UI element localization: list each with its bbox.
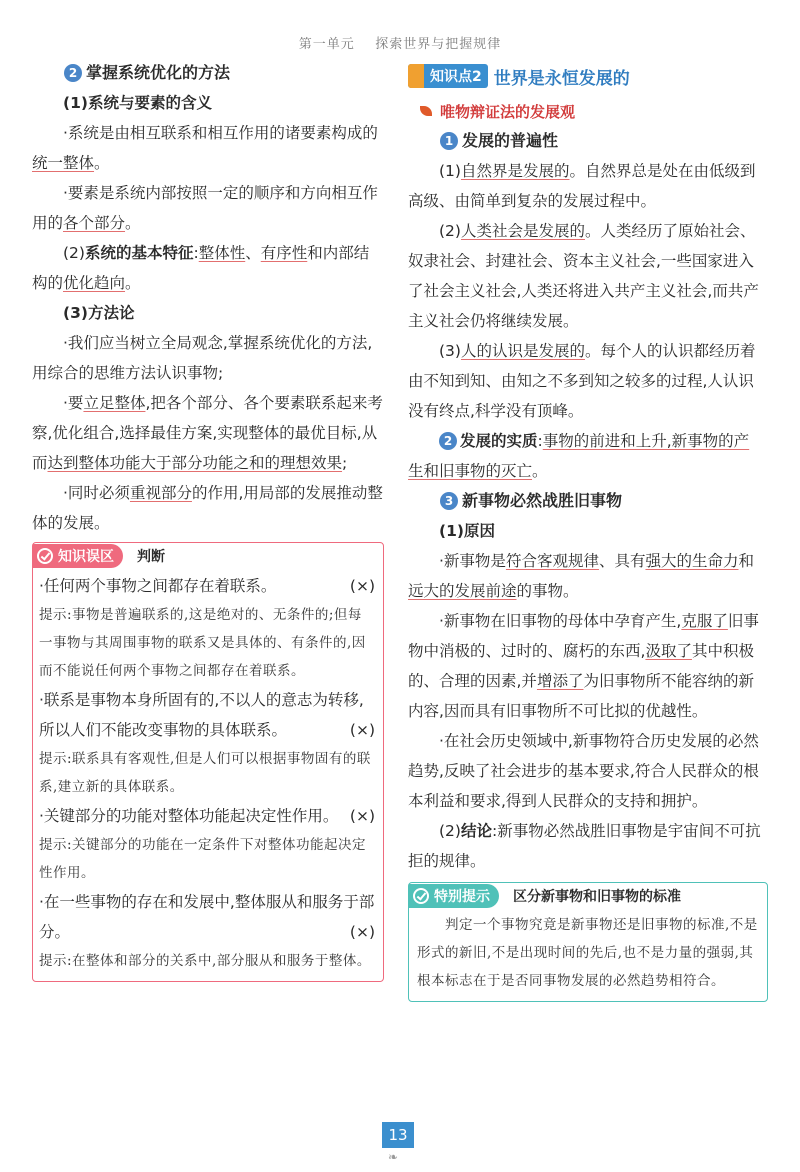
mistake-header — [33, 543, 383, 569]
judgment-item: ·关键部分的功能对整体功能起决定性作用。 (×) — [39, 801, 375, 831]
paragraph: 2 发展的实质:事物的前进和上升,新事物的产生和旧事物的灭亡。 — [408, 432, 750, 480]
judgment-tip: 提示:事物是普遍联系的,这是绝对的、无条件的;但每一事物与其周围事物的联系又是具体的、有条件的,因而不能说任何两个事物之间都存在着联系。 — [39, 607, 366, 679]
header-unit: 第一单元 — [298, 37, 355, 52]
check-circle-icon — [37, 548, 53, 564]
special-tip-body — [409, 909, 767, 1001]
special-tip-subtitle: 区分新事物和旧事物的标准 — [513, 889, 681, 905]
header-title: 探索世界与把握规律 — [375, 37, 502, 52]
key-term: 达到整体功能大于部分功能之和的理想效果 — [47, 454, 343, 472]
key-term: 事物的前进和上升,新事物的产生和旧事物的灭亡 — [408, 432, 750, 480]
judgment-tip: 提示:联系具有客观性,但是人们可以根据事物固有的联系,建立新的具体联系。 — [39, 751, 371, 795]
section-heading: 1 发展的普遍性 — [408, 126, 764, 156]
key-term: 人类社会是发展的 — [460, 222, 585, 240]
paragraph: ·同时必须重视部分的作用,用局部的发展推动整体的发展。 — [32, 484, 383, 532]
answer-mark: (×) — [349, 807, 375, 825]
mistake-tag: 知识误区 — [33, 544, 123, 568]
special-tip-text: 判定一个事物究竟是新事物还是旧事物的标准,不是形式的新旧,不是出现时间的先后,也不是力量的强弱,其根本标志在于是否同事物发展的必然趋势相符合。 — [417, 917, 758, 989]
subsection-heading: 唯物辩证法的发展观 — [420, 96, 764, 126]
special-tip-header — [409, 883, 767, 909]
left-column — [32, 58, 384, 982]
mistake-subtitle: 判断 — [137, 549, 165, 565]
answer-mark: (×) — [349, 923, 375, 941]
key-term: 有序性 — [260, 244, 308, 262]
judgment-item: ·联系是事物本身所固有的,不以人的意志为转移,所以人们不能改变事物的具体联系。 (×) — [39, 685, 375, 745]
paragraph-heading: (3)方法论 — [63, 304, 135, 322]
number-circle-icon: 1 — [440, 132, 458, 150]
judgment-tip: 提示:关键部分的功能在一定条件下对整体功能起决定性作用。 — [39, 837, 367, 881]
section-heading: 3 新事物必然战胜旧事物 — [408, 486, 764, 516]
answer-mark: (×) — [349, 721, 375, 739]
knowledge-point-badge: 知识点2 — [408, 64, 488, 88]
paragraph-heading: (1)系统与要素的含义 — [63, 94, 212, 112]
judgment-item: ·任何两个事物之间都存在着联系。 (×) — [39, 571, 375, 601]
key-term: 立足整体 — [83, 394, 146, 412]
judgment-item: ·在一些事物的存在和发展中,整体服从和服务于部分。 (×) — [39, 887, 375, 947]
key-term: 重视部分 — [129, 484, 192, 502]
special-tip-tag: 特别提示 — [409, 884, 499, 908]
number-circle-icon: 2 — [439, 432, 457, 450]
key-term: 远大的发展前途 — [408, 582, 517, 600]
mistake-box — [32, 542, 384, 982]
key-term: 人的认识是发展的 — [460, 342, 585, 360]
paragraph: (3)人的认识是发展的。每个人的认识都经历着由不知到知、由知之不多到知之较多的过程,人认识没有终点,科学没有顶峰。 — [408, 342, 756, 420]
right-column — [408, 58, 764, 1002]
leaf-icon — [420, 106, 432, 116]
leaf-ornament-icon: ❧ — [388, 1150, 399, 1164]
paragraph: (2)结论:新事物必然战胜旧事物是宇宙间不可抗拒的规律。 — [408, 822, 761, 870]
paragraph: (2)人类社会是发展的。人类经历了原始社会、奴隶社会、封建社会、资本主义社会,一些国家进入了社会主义社会,人类还将进入共产主义社会,而共产主义社会仍将继续发展。 — [408, 222, 759, 330]
special-tip-box — [408, 882, 768, 1002]
mistake-body — [33, 569, 383, 981]
paragraph: ·新事物是符合客观规律、具有强大的生命力和远大的发展前途的事物。 — [408, 552, 754, 600]
book-icon — [408, 64, 424, 88]
page-header — [0, 0, 800, 62]
key-term: 增添了 — [536, 672, 584, 690]
paragraph: ·要素是系统内部按照一定的顺序和方向相互作用的各个部分。 — [32, 184, 378, 232]
judgment-tip: 提示:在整体和部分的关系中,部分服从和服务于整体。 — [39, 953, 371, 969]
key-term: 统一整体 — [32, 154, 95, 172]
paragraph: (1)自然界是发展的。自然界总是处在由低级到高级、由简单到复杂的发展过程中。 — [408, 162, 756, 210]
key-term: 优化趋向 — [63, 274, 126, 292]
key-term: 汲取了 — [645, 642, 692, 660]
section-heading — [32, 58, 384, 88]
paragraph-heading: (1)原因 — [439, 522, 495, 540]
paragraph: ·要立足整体,把各个部分、各个要素联系起来考察,优化组合,选择最佳方案,实现整体的最优目标,从而达到整体功能大于部分功能之和的理想效果; — [32, 394, 383, 472]
paragraph: ·系统是由相互联系和相互作用的诸要素构成的统一整体。 — [32, 124, 378, 172]
key-term: 克服了 — [681, 612, 728, 630]
knowledge-point-title: 世界是永恒发展的 — [493, 68, 630, 89]
key-term: 整体性 — [198, 244, 246, 262]
key-term: 强大的生命力 — [645, 552, 739, 570]
paragraph: (2)系统的基本特征:整体性、有序性和内部结构的优化趋向。 — [32, 244, 370, 292]
paragraph: ·我们应当树立全局观念,掌握系统优化的方法,用综合的思维方法认识事物; — [32, 334, 373, 382]
number-circle-icon: 3 — [440, 492, 458, 510]
paragraph: ·新事物在旧事物的母体中孕育产生,克服了旧事物中消极的、过时的、腐朽的东西,汲取了其中积极的、合理的因素,并增添了为旧事物所不能容纳的新内容,因而具有旧事物所不可比拟的优越性。 — [408, 612, 759, 720]
key-term: 自然界是发展的 — [460, 162, 570, 180]
check-circle-icon — [413, 888, 429, 904]
header-text — [299, 33, 502, 52]
key-term: 符合客观规律 — [505, 552, 599, 570]
section-title: 掌握系统优化的方法 — [86, 63, 231, 82]
knowledge-point-heading — [408, 58, 764, 94]
paragraph: ·在社会历史领域中,新事物符合历史发展的必然趋势,反映了社会进步的基本要求,符合人民群众的根本利益和要求,得到人民群众的支持和拥护。 — [408, 732, 759, 810]
number-circle-icon: 2 — [64, 64, 82, 82]
key-term: 各个部分 — [63, 214, 126, 232]
answer-mark: (×) — [349, 577, 375, 595]
page-number: 13 — [382, 1122, 414, 1148]
